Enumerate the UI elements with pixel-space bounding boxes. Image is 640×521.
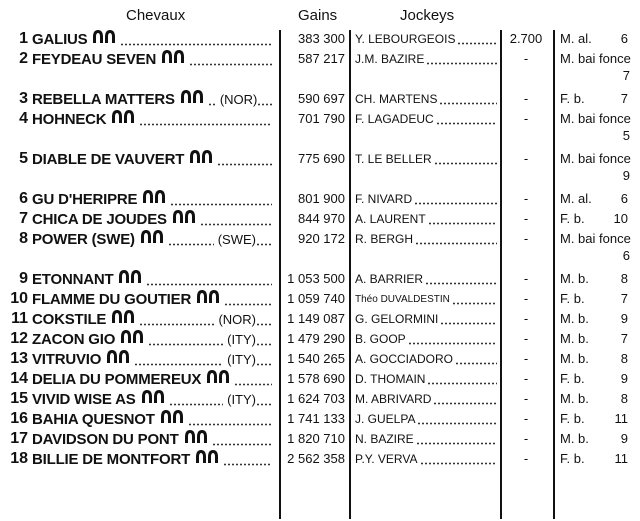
leader-dots — [170, 203, 272, 206]
leader-dots — [417, 422, 497, 425]
leader-dots — [148, 343, 223, 346]
horse-sex-coat: F. b. — [560, 91, 585, 106]
jockey-cell — [355, 189, 497, 209]
runner-number: 10 — [10, 290, 28, 307]
horse-description — [560, 209, 636, 227]
double-horseshoe-icon — [179, 89, 205, 109]
horse-age: 11 — [614, 411, 628, 426]
leader-dots — [217, 163, 272, 166]
horse-cell — [32, 229, 272, 249]
horse-cell — [32, 409, 272, 429]
horse-sex-coat: M. bai fonce — [560, 111, 631, 126]
horse-origin: (NOR) — [219, 91, 258, 107]
gains-value: 1 624 703 — [287, 391, 345, 406]
leader-dots — [414, 202, 497, 205]
horse-sex-coat: M. bai fonce — [560, 151, 631, 166]
jockey-cell — [355, 269, 497, 289]
odds-value: - — [523, 351, 529, 366]
jockey-name: F. NIVARD — [355, 192, 413, 206]
gains-value: 1 053 500 — [287, 271, 345, 286]
runner-number: 15 — [10, 390, 28, 407]
odds-value: - — [523, 291, 529, 306]
double-horseshoe-icon — [160, 49, 186, 69]
horse-sex-coat: M. b. — [560, 391, 589, 406]
double-horseshoe-icon — [91, 29, 117, 49]
runner-number: 5 — [19, 150, 28, 167]
horse-name: COKSTILE — [32, 310, 107, 328]
horse-description — [560, 89, 636, 107]
leader-dots — [455, 362, 497, 365]
leader-dots — [256, 323, 272, 326]
jockey-cell — [355, 289, 497, 309]
leader-dots — [134, 363, 223, 366]
leader-dots — [223, 463, 272, 466]
horse-origin: (ITY) — [227, 351, 256, 367]
leader-dots — [189, 63, 272, 66]
horse-cell — [32, 349, 272, 369]
gains-value: 844 970 — [298, 211, 345, 226]
double-horseshoe-icon — [183, 429, 209, 449]
jockey-name: D. THOMAIN — [355, 372, 426, 386]
horse-cell — [32, 29, 272, 49]
horse-sex-coat: M. b. — [560, 431, 589, 446]
odds-value: - — [523, 51, 529, 66]
leader-dots — [408, 342, 497, 345]
horse-description — [560, 29, 636, 47]
runner-number: 11 — [11, 310, 28, 327]
jockey-name: CH. MARTENS — [355, 92, 438, 106]
horse-origin: (SWE) — [217, 231, 256, 247]
double-horseshoe-icon — [110, 109, 136, 129]
runner-number: 8 — [19, 230, 28, 247]
jockey-name: A. LAURENT — [355, 212, 426, 226]
horse-description — [560, 369, 636, 387]
horse-age: 6 — [622, 248, 630, 263]
leader-dots — [440, 322, 497, 325]
horse-name: DAVIDSON DU PONT — [32, 430, 179, 448]
odds-value: - — [523, 411, 529, 426]
leader-dots — [426, 62, 497, 65]
horse-description — [560, 109, 636, 144]
horse-age: 7 — [620, 291, 628, 306]
table-row — [0, 269, 640, 289]
jockey-cell — [355, 449, 497, 469]
double-horseshoe-icon — [188, 149, 214, 169]
jockey-name: Y. LEBOURGEOIS — [355, 32, 456, 46]
header-jockeys: Jockeys — [400, 7, 455, 24]
gains-value: 701 790 — [298, 111, 345, 126]
leader-dots — [257, 103, 272, 106]
jockey-name: A. BARRIER — [355, 272, 424, 286]
leader-dots — [452, 302, 497, 305]
horse-age: 5 — [622, 128, 630, 143]
table-row — [0, 89, 640, 109]
jockey-cell — [355, 389, 497, 409]
odds-value: - — [523, 451, 529, 466]
leader-dots — [415, 242, 497, 245]
leader-dots — [425, 282, 497, 285]
header-gains: Gains — [298, 7, 338, 24]
horse-description — [560, 149, 636, 184]
table-row — [0, 309, 640, 329]
gains-value: 1 479 290 — [287, 331, 345, 346]
runner-number: 17 — [10, 430, 28, 447]
horse-description — [560, 429, 636, 447]
runner-number: 13 — [10, 350, 28, 367]
leader-dots — [168, 243, 214, 246]
jockey-name: G. GELORMINI — [355, 312, 439, 326]
double-horseshoe-icon — [205, 369, 231, 389]
jockey-name: J.M. BAZIRE — [355, 52, 425, 66]
horse-cell — [32, 189, 272, 209]
table-row — [0, 29, 640, 49]
gains-value: 590 697 — [298, 91, 345, 106]
odds-value: - — [523, 311, 529, 326]
horse-cell — [32, 369, 272, 389]
table-row — [0, 189, 640, 209]
horse-age: 8 — [620, 351, 628, 366]
odds-value: - — [523, 271, 529, 286]
horse-cell — [32, 329, 272, 349]
jockey-cell — [355, 349, 497, 369]
double-horseshoe-icon — [141, 189, 167, 209]
horse-sex-coat: F. b. — [560, 211, 585, 226]
table-row — [0, 369, 640, 389]
odds-value: - — [523, 151, 529, 166]
odds-value: - — [523, 191, 529, 206]
double-horseshoe-icon — [194, 449, 220, 469]
leader-dots — [420, 462, 498, 465]
leader-dots — [169, 403, 224, 406]
horse-sex-coat: M. al. — [560, 31, 592, 46]
leader-dots — [146, 283, 272, 286]
table-row — [0, 389, 640, 409]
table-row — [0, 229, 640, 263]
gains-value: 383 300 — [298, 31, 345, 46]
horse-origin: (NOR) — [218, 311, 256, 327]
leader-dots — [139, 323, 214, 326]
horse-age: 10 — [613, 211, 628, 226]
runner-number: 7 — [19, 210, 28, 227]
horse-sex-coat: M. bai fonce — [560, 51, 631, 66]
horse-description — [560, 49, 636, 84]
horse-name: DELIA DU POMMEREUX — [32, 370, 202, 388]
jockey-cell — [355, 109, 497, 129]
horse-cell — [32, 449, 272, 469]
leader-dots — [256, 363, 272, 366]
jockey-name: T. LE BELLER — [355, 152, 432, 166]
double-horseshoe-icon — [105, 349, 131, 369]
horse-name: CHICA DE JOUDES — [32, 210, 167, 228]
double-horseshoe-icon — [159, 409, 185, 429]
gains-value: 587 217 — [298, 51, 345, 66]
leader-dots — [256, 243, 272, 246]
jockey-cell — [355, 149, 497, 169]
horse-sex-coat: M. b. — [560, 351, 589, 366]
horse-description — [560, 329, 636, 347]
jockey-cell — [355, 409, 497, 429]
double-horseshoe-icon — [119, 329, 145, 349]
horse-sex-coat: M. b. — [560, 311, 589, 326]
horse-name: ETONNANT — [32, 270, 114, 288]
horse-age: 9 — [620, 311, 628, 326]
double-horseshoe-icon — [195, 289, 221, 309]
jockey-name: B. GOOP — [355, 332, 406, 346]
jockey-name: J. GUELPA — [355, 412, 416, 426]
jockey-name: F. LAGADEUC — [355, 112, 434, 126]
horse-age: 9 — [620, 431, 628, 446]
horse-name: FEYDEAU SEVEN — [32, 50, 157, 68]
jockey-name: R. BERGH — [355, 232, 414, 246]
double-horseshoe-icon — [140, 389, 166, 409]
table-row — [0, 409, 640, 429]
horse-description — [560, 389, 636, 407]
horse-description — [560, 269, 636, 287]
horse-age: 7 — [620, 331, 628, 346]
horse-name: FLAMME DU GOUTIER — [32, 290, 192, 308]
header-chevaux: Chevaux — [126, 7, 186, 24]
leader-dots — [234, 383, 272, 386]
horse-sex-coat: M. b. — [560, 331, 589, 346]
horse-name: GALIUS — [32, 30, 88, 48]
horse-description — [560, 349, 636, 367]
jockey-cell — [355, 229, 497, 249]
runner-number: 3 — [19, 90, 28, 107]
horse-description — [560, 309, 636, 327]
horse-age: 7 — [622, 68, 630, 83]
jockey-name: Théo DUVALDESTIN — [355, 293, 450, 305]
double-horseshoe-icon — [171, 209, 197, 229]
horse-cell — [32, 429, 272, 449]
leader-dots — [416, 442, 497, 445]
horse-description — [560, 229, 636, 264]
leader-dots — [436, 122, 497, 125]
gains-value: 1 741 133 — [287, 411, 345, 426]
horse-name: DIABLE DE VAUVERT — [32, 150, 185, 168]
odds-value: - — [523, 391, 529, 406]
horse-description — [560, 289, 636, 307]
jockey-cell — [355, 429, 497, 449]
jockey-name: P.Y. VERVA — [355, 452, 418, 466]
leader-dots — [200, 223, 272, 226]
horse-sex-coat: M. bai fonce — [560, 231, 631, 246]
gains-value: 1 578 690 — [287, 371, 345, 386]
horse-cell — [32, 49, 272, 69]
horse-description — [560, 409, 636, 427]
horse-description — [560, 189, 636, 207]
gains-value: 920 172 — [298, 231, 345, 246]
horse-cell — [32, 149, 272, 169]
gains-value: 1 149 087 — [287, 311, 345, 326]
horse-age: 9 — [620, 371, 628, 386]
runner-number: 2 — [19, 50, 28, 67]
gains-value: 801 900 — [298, 191, 345, 206]
runner-number: 1 — [19, 30, 28, 47]
odds-value: - — [523, 231, 529, 246]
leader-dots — [139, 123, 272, 126]
horse-age: 6 — [620, 31, 628, 46]
double-horseshoe-icon — [117, 269, 143, 289]
gains-value: 1 059 740 — [287, 291, 345, 306]
odds-value: - — [523, 371, 529, 386]
table-row — [0, 209, 640, 229]
horse-name: HOHNECK — [32, 110, 107, 128]
odds-value: - — [523, 111, 529, 126]
odds-value: 2.700 — [509, 31, 543, 46]
horse-sex-coat: F. b. — [560, 451, 585, 466]
runner-number: 9 — [19, 270, 28, 287]
horse-name: ZACON GIO — [32, 330, 116, 348]
horse-name: VITRUVIO — [32, 350, 102, 368]
jockey-cell — [355, 309, 497, 329]
horse-name: BILLIE DE MONTFORT — [32, 450, 191, 468]
gains-value: 1 540 265 — [287, 351, 345, 366]
odds-value: - — [523, 211, 529, 226]
horse-name: POWER (SWE) — [32, 230, 135, 248]
horse-age: 6 — [620, 191, 628, 206]
leader-dots — [439, 102, 497, 105]
odds-value: - — [523, 91, 529, 106]
horse-age: 11 — [614, 451, 628, 466]
table-row — [0, 429, 640, 449]
jockey-cell — [355, 209, 497, 229]
horse-age: 7 — [620, 91, 628, 106]
gains-value: 775 690 — [298, 151, 345, 166]
horse-sex-coat: M. b. — [560, 271, 589, 286]
odds-value: - — [523, 431, 529, 446]
jockey-name: N. BAZIRE — [355, 432, 414, 446]
leader-dots — [434, 162, 497, 165]
horse-cell — [32, 389, 272, 409]
horse-sex-coat: F. b. — [560, 411, 585, 426]
horse-name: REBELLA MATTERS — [32, 90, 175, 108]
horse-cell — [32, 209, 272, 229]
leader-dots — [120, 43, 272, 46]
leader-dots — [224, 303, 272, 306]
jockey-cell — [355, 89, 497, 109]
leader-dots — [256, 343, 272, 346]
horse-name: BAHIA QUESNOT — [32, 410, 155, 428]
table-row — [0, 49, 640, 83]
gains-value: 2 562 358 — [287, 451, 345, 466]
table-row — [0, 329, 640, 349]
horse-age: 9 — [622, 168, 630, 183]
horse-age: 8 — [620, 391, 628, 406]
leader-dots — [208, 103, 216, 106]
jockey-cell — [355, 29, 497, 49]
jockey-name: A. GOCCIADORO — [355, 352, 454, 366]
odds-value: - — [523, 331, 529, 346]
horse-description — [560, 449, 636, 467]
leader-dots — [433, 402, 497, 405]
leader-dots — [256, 403, 272, 406]
horse-origin: (ITY) — [227, 331, 256, 347]
runner-number: 4 — [19, 110, 28, 127]
jockey-cell — [355, 369, 497, 389]
leader-dots — [457, 42, 497, 45]
horse-sex-coat: F. b. — [560, 371, 585, 386]
table-row — [0, 149, 640, 183]
leader-dots — [212, 443, 272, 446]
double-horseshoe-icon — [110, 309, 136, 329]
runner-number: 18 — [10, 450, 28, 467]
horse-cell — [32, 269, 272, 289]
runner-number: 12 — [10, 330, 28, 347]
table-row — [0, 109, 640, 143]
horse-cell — [32, 309, 272, 329]
horse-sex-coat: M. al. — [560, 191, 592, 206]
jockey-cell — [355, 329, 497, 349]
horse-name: GU D'HERIPRE — [32, 190, 138, 208]
horse-cell — [32, 109, 272, 129]
horse-age: 8 — [620, 271, 628, 286]
horse-sex-coat: F. b. — [560, 291, 585, 306]
horse-cell — [32, 289, 272, 309]
leader-dots — [427, 382, 497, 385]
table-row — [0, 449, 640, 469]
runner-number: 6 — [19, 190, 28, 207]
runner-number: 16 — [10, 410, 28, 427]
jockey-name: M. ABRIVARD — [355, 392, 432, 406]
table-row — [0, 289, 640, 309]
leader-dots — [188, 423, 272, 426]
double-horseshoe-icon — [139, 229, 165, 249]
horse-cell — [32, 89, 272, 109]
horse-origin: (ITY) — [227, 391, 256, 407]
horse-name: VIVID WISE AS — [32, 390, 136, 408]
table-row — [0, 349, 640, 369]
gains-value: 1 820 710 — [287, 431, 345, 446]
leader-dots — [428, 222, 497, 225]
runner-number: 14 — [10, 370, 28, 387]
jockey-cell — [355, 49, 497, 69]
